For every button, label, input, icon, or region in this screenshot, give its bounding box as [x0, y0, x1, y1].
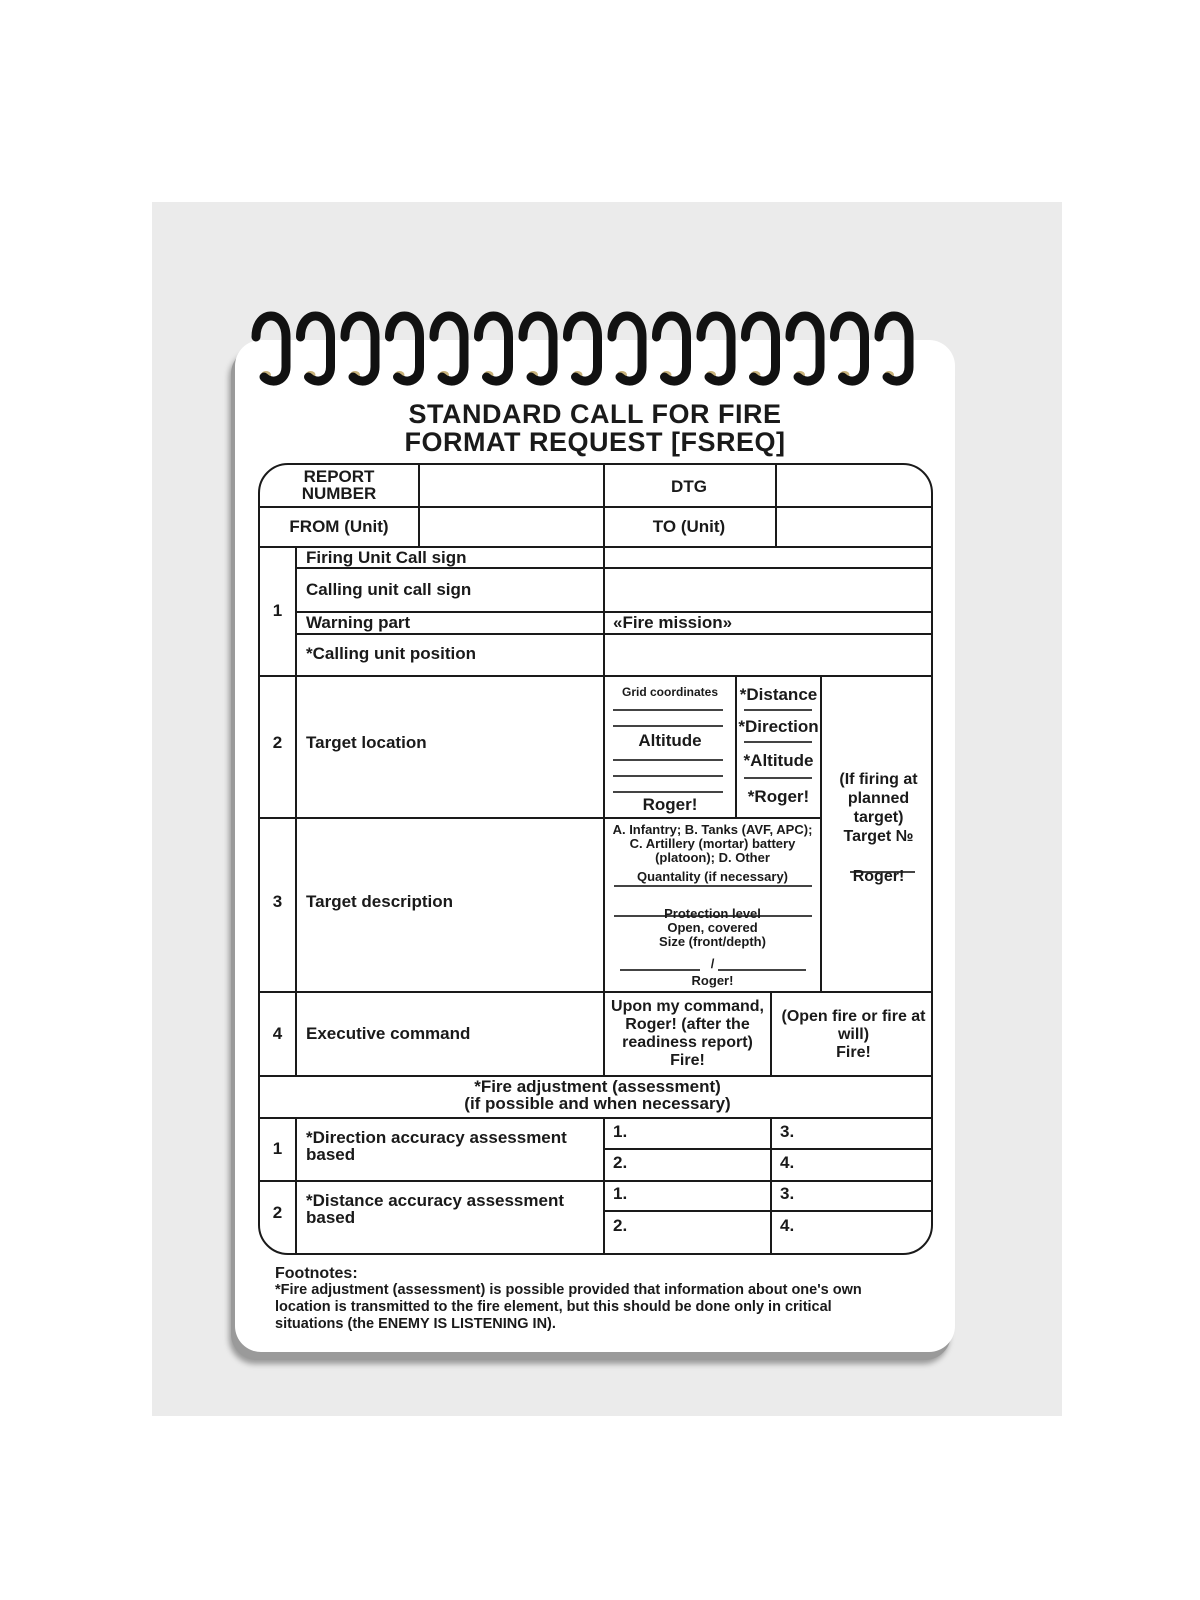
adjust-row-2-number: 2: [272, 1203, 283, 1222]
altitude-star-label: *Altitude: [743, 751, 814, 770]
spiral-ring: [835, 316, 865, 381]
distance-assessment-label: *Distance accuracy assessment based: [306, 1191, 564, 1227]
executive-command-label: Executive command: [306, 1024, 471, 1043]
section-3-number: 3: [272, 892, 283, 911]
spiral-ring: [746, 316, 776, 381]
target-location-label: Target location: [306, 733, 427, 752]
command-text: Upon my command, Roger! (after the readiness report) Fire!: [611, 998, 764, 1069]
section-3-roger: Roger!: [691, 973, 734, 988]
dir-slot-3[interactable]: 3.: [780, 1122, 795, 1141]
spiral-ring: [701, 316, 731, 381]
page-title: STANDARD CALL FOR FIRE FORMAT REQUEST [FSREQ]: [404, 399, 786, 457]
report-number-field[interactable]: [420, 465, 603, 506]
direction-assessment-label: *Direction accuracy assessment based: [306, 1128, 567, 1164]
protection-info: Protection level Open, covered Size (front/depth): [659, 906, 766, 949]
dir-slot-2[interactable]: 2.: [613, 1153, 628, 1172]
spiral-ring: [612, 316, 642, 381]
spiral-ring: [345, 316, 375, 381]
from-unit-label: FROM (Unit): [289, 517, 389, 536]
spiral-ring: [479, 316, 509, 381]
calling-position-label: *Calling unit position: [306, 644, 476, 663]
spiral-ring: [657, 316, 687, 381]
altitude-label: Altitude: [638, 731, 702, 750]
warning-part-value: «Fire mission»: [613, 613, 733, 632]
roger-star-label: *Roger!: [747, 787, 810, 806]
planned-roger-label: Roger!: [852, 868, 905, 885]
target-types: A. Infantry; B. Tanks (AVF, APC); C. Artillery (mortar) battery (platoon); D. Other: [612, 822, 813, 865]
quantity-label: Quantality (if necessary): [637, 869, 788, 884]
dtg-field[interactable]: [777, 465, 933, 506]
calling-position-field[interactable]: [605, 635, 933, 675]
calling-unit-field[interactable]: [605, 569, 933, 611]
spiral-ring: [568, 316, 598, 381]
spiral-ring: [523, 316, 553, 381]
direction-label: *Direction: [738, 717, 819, 736]
spiral-ring: [301, 316, 331, 381]
firing-unit-label: Firing Unit Call sign: [306, 548, 467, 567]
spiral-ring: [256, 316, 286, 381]
section-2-number: 2: [272, 733, 283, 752]
distance-label: *Distance: [739, 685, 818, 704]
target-description-label: Target description: [306, 892, 454, 911]
fsreq-form: [258, 463, 933, 1255]
dist-slot-2[interactable]: 2.: [613, 1216, 628, 1235]
report-number-label: REPORT NUMBER: [301, 467, 377, 503]
spiral-ring: [790, 316, 820, 381]
dist-slot-3[interactable]: 3.: [780, 1184, 795, 1203]
spiral-binding-icon: [248, 305, 918, 395]
from-unit-field[interactable]: [420, 508, 603, 546]
planned-target-note: (If firing at planned target) Target №: [839, 771, 918, 845]
dir-slot-4[interactable]: 4.: [780, 1153, 795, 1172]
to-unit-label: TO (Unit): [652, 517, 726, 536]
spiral-ring: [434, 316, 464, 381]
fire-adjustment-heading: *Fire adjustment (assessment) (if possible and when necessary): [464, 1077, 731, 1113]
warning-part-label: Warning part: [306, 613, 411, 632]
dist-slot-4[interactable]: 4.: [780, 1216, 795, 1235]
adjust-row-1-number: 1: [272, 1139, 283, 1158]
firing-unit-field[interactable]: [605, 548, 933, 567]
calling-unit-label: Calling unit call sign: [306, 580, 472, 599]
dir-slot-1[interactable]: 1.: [613, 1122, 628, 1141]
section-4-number: 4: [272, 1024, 283, 1043]
to-unit-field[interactable]: [777, 508, 933, 546]
spiral-ring: [390, 316, 420, 381]
spiral-ring: [879, 316, 909, 381]
open-fire-text: (Open fire or fire at will) Fire!: [781, 1008, 926, 1061]
roger-label: Roger!: [642, 795, 698, 814]
dtg-label: DTG: [671, 477, 707, 496]
size-slash: /: [710, 956, 715, 971]
section-1-number: 1: [272, 601, 283, 620]
footnotes: Footnotes: *Fire adjustment (assessment) is possible provided that information about one's own location is transmitted to the fire element, but this should be done only in critical situations (the ENEMY IS LISTENING IN).: [275, 1265, 862, 1332]
dist-slot-1[interactable]: 1.: [613, 1184, 628, 1203]
grid-coordinates-label: Grid coordinates: [621, 685, 719, 699]
